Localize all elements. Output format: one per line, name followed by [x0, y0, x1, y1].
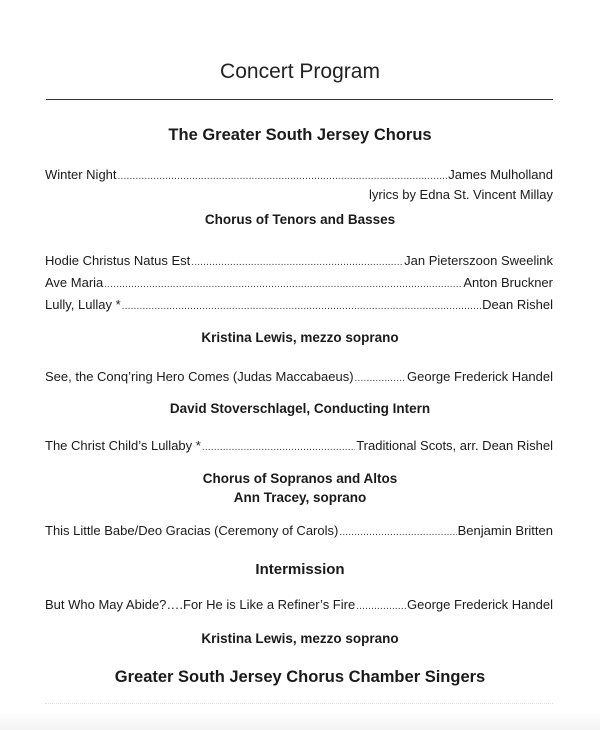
program-title: Concert Program — [220, 60, 380, 83]
program-entry — [45, 523, 553, 541]
title-divider — [46, 99, 553, 100]
composer-name: Benjamin Britten — [457, 523, 553, 538]
program-entry — [45, 369, 553, 387]
page-bottom-edge — [0, 712, 600, 730]
dot-leader — [122, 302, 482, 312]
program-entry — [45, 167, 553, 185]
dot-leader — [104, 280, 462, 290]
work-title: Lully, Lullay * — [45, 297, 121, 312]
program-entry — [45, 253, 553, 271]
section-heading: Kristina Lewis, mezzo soprano — [201, 330, 399, 345]
cut-off-entry — [45, 703, 553, 710]
chamber-singers-heading: Greater South Jersey Chorus Chamber Singers — [114, 668, 486, 686]
program-entry — [45, 275, 553, 293]
program-entry — [45, 297, 553, 315]
section-heading: Kristina Lewis, mezzo soprano — [201, 631, 399, 646]
intermission-heading: Intermission — [255, 561, 345, 578]
composer-name: George Frederick Handel — [407, 369, 553, 384]
composer-name: Dean Rishel — [482, 297, 553, 312]
section-subheading: Ann Tracey, soprano — [233, 490, 367, 505]
dot-leader — [191, 258, 403, 268]
program-entry — [45, 597, 553, 615]
work-title: See, the Conq’ring Hero Comes (Judas Maccabaeus) — [45, 369, 354, 384]
dot-leader — [202, 443, 355, 453]
dot-leader — [118, 172, 448, 182]
composer-name: James Mulholland — [448, 167, 553, 182]
program-entry — [45, 438, 553, 456]
ensemble-heading: The Greater South Jersey Chorus — [168, 126, 432, 144]
composer-name: George Frederick Handel — [407, 597, 553, 612]
composer-name: Jan Pieterszoon Sweelink — [404, 253, 553, 268]
work-title: The Christ Child’s Lullaby * — [45, 438, 201, 453]
work-title: Hodie Christus Natus Est — [45, 253, 191, 268]
dot-leader — [356, 602, 406, 612]
section-heading: Chorus of Tenors and Basses — [204, 212, 396, 227]
work-title: Ave Maria — [45, 275, 104, 290]
work-title: But Who May Abide?….For He is Like a Refiner’s Fire — [45, 597, 356, 612]
work-title: Winter Night — [45, 167, 117, 182]
dot-leader — [355, 374, 406, 384]
work-title: This Little Babe/Deo Gracias (Ceremony of Carols) — [45, 523, 339, 538]
dot-leader — [339, 528, 456, 538]
lyricist-credit: lyrics by Edna St. Vincent Millay — [369, 187, 553, 202]
composer-name: Anton Bruckner — [463, 275, 553, 290]
section-heading: Chorus of Sopranos and Altos — [202, 471, 398, 486]
composer-name: Traditional Scots, arr. Dean Rishel — [356, 438, 553, 453]
section-heading: David Stoverschlagel, Conducting Intern — [169, 401, 431, 416]
